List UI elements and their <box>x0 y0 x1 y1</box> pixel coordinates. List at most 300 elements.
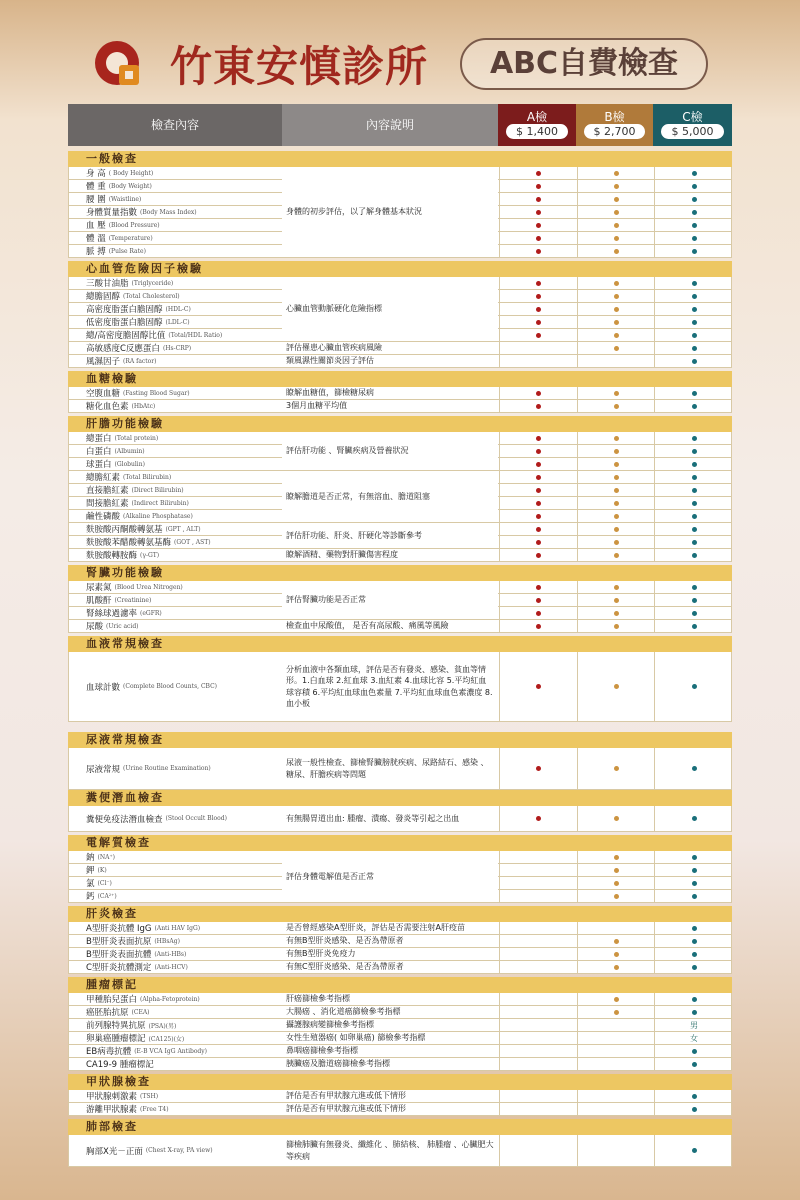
plan-c-cell <box>654 1103 733 1115</box>
item-en: (CA125)(女) <box>148 1035 185 1043</box>
plan-c-cell <box>654 1006 733 1018</box>
included-dot-icon <box>692 436 697 441</box>
included-dot-icon <box>614 281 619 286</box>
included-dot-icon <box>614 624 619 629</box>
plan-b-cell <box>577 206 654 218</box>
item-en: (HbAtc) <box>131 402 156 410</box>
item-zh: 糞便免疫法潛血檢查 <box>86 814 163 825</box>
section-header <box>68 151 732 167</box>
included-dot-icon <box>536 585 541 590</box>
plan-b-cell <box>577 290 654 302</box>
included-dot-icon <box>614 585 619 590</box>
included-dot-icon <box>614 868 619 873</box>
item-name <box>69 471 283 483</box>
included-dot-icon <box>536 624 541 629</box>
plan-c-cell <box>654 877 733 889</box>
item-en: (Triglyceride) <box>131 279 174 287</box>
item-zh: 總膽紅素 <box>86 473 121 483</box>
item-zh: 氯 <box>86 879 95 889</box>
plan-a-cell <box>499 219 577 231</box>
included-dot-icon <box>536 307 541 312</box>
plan-a-cell <box>499 303 577 315</box>
item-name <box>69 167 283 179</box>
item-zh: 白蛋白 <box>86 447 112 457</box>
plan-a-cell <box>499 510 577 522</box>
plan-c-cell <box>654 594 733 606</box>
included-dot-icon <box>536 514 541 519</box>
item-en: (Alpha-Fetoprotein) <box>140 995 200 1003</box>
plan-c-cell <box>654 180 733 192</box>
item-name <box>69 445 283 457</box>
item-zh: 前列腺特異抗原 <box>86 1021 146 1031</box>
item-description: 評估罹患心臟血管疾病風險 <box>282 342 498 355</box>
plan-b-cell <box>577 510 654 522</box>
included-dot-icon <box>614 1010 619 1015</box>
section-title: 甲狀腺檢查 <box>86 1075 151 1088</box>
item-zh: C型肝炎抗體測定 <box>86 963 152 973</box>
plan-c-cell <box>654 316 733 328</box>
item-en: (GPT , ALT) <box>165 525 201 533</box>
item-en: (Total Bilirubin) <box>123 473 172 481</box>
item-zh: EB病毒抗體 <box>86 1047 132 1057</box>
gender-mark: 男 <box>690 1020 698 1030</box>
item-name <box>69 277 283 289</box>
included-dot-icon <box>614 488 619 493</box>
item-name <box>69 355 283 367</box>
plan-b-cell <box>577 620 654 632</box>
included-dot-icon <box>692 281 697 286</box>
plan-c-cell <box>654 355 733 367</box>
included-dot-icon <box>614 171 619 176</box>
plan-b-cell <box>577 1135 654 1166</box>
plan-a-cell <box>499 1090 577 1102</box>
gender-mark: 女 <box>690 1033 698 1043</box>
plan-c-cell <box>654 1045 733 1057</box>
included-dot-icon <box>614 320 619 325</box>
item-en: (Anti HAV IgG) <box>154 924 201 932</box>
item-en: (Stool Occult Blood) <box>165 815 227 822</box>
included-dot-icon <box>536 527 541 532</box>
item-en: (GOT , AST) <box>174 538 211 546</box>
section-header <box>68 835 732 851</box>
plan-a-cell <box>499 935 577 947</box>
item-description: 檢查血中尿酸值， 是否有高尿酸、痛風等風險 <box>282 620 498 633</box>
item-zh: 高敏感度C反應蛋白 <box>86 344 160 354</box>
item-en: (Indirect Bilirubin) <box>131 499 189 507</box>
section-header <box>68 371 732 387</box>
included-dot-icon <box>614 307 619 312</box>
plan-b-cell <box>577 652 654 721</box>
item-en: (Cl⁻) <box>97 879 112 887</box>
item-zh: 血 壓 <box>86 221 106 231</box>
plan-b-cell <box>577 549 654 561</box>
included-dot-icon <box>614 249 619 254</box>
plan-b-cell <box>577 935 654 947</box>
section-title: 一般檢查 <box>86 152 138 165</box>
item-en: (Anti-HCV) <box>154 963 188 971</box>
included-dot-icon <box>614 611 619 616</box>
item-zh: 癌胚胎抗原 <box>86 1008 129 1018</box>
included-dot-icon <box>536 184 541 189</box>
item-zh: 風濕因子 <box>86 357 121 367</box>
included-dot-icon <box>536 320 541 325</box>
included-dot-icon <box>692 952 697 957</box>
plan-b-cell <box>577 432 654 444</box>
included-dot-icon <box>692 611 697 616</box>
item-name <box>69 1135 283 1166</box>
plan-a-cell <box>499 864 577 876</box>
plan-a-cell <box>499 890 577 902</box>
plan-b-price: $ 2,700 <box>584 124 645 139</box>
col-desc-label: 內容說明 <box>365 118 414 132</box>
included-dot-icon <box>692 171 697 176</box>
item-en: (eGFR) <box>140 609 162 617</box>
included-dot-icon <box>692 184 697 189</box>
plan-c-cell <box>654 581 733 593</box>
item-description: 評估是否有甲狀腺亢進或低下情形 <box>282 1103 498 1116</box>
plan-a-cell <box>499 180 577 192</box>
plan-c-cell <box>654 458 733 470</box>
item-name <box>69 993 283 1005</box>
section-header <box>68 636 732 652</box>
plan-c-cell <box>654 342 733 354</box>
plan-c-cell <box>654 484 733 496</box>
section-title: 肝炎檢查 <box>86 907 138 920</box>
item-name <box>69 523 283 535</box>
item-name <box>69 1090 283 1102</box>
plan-b-cell <box>577 219 654 231</box>
plan-b-cell <box>577 1058 654 1070</box>
item-description: 3個月血糖平均值 <box>282 400 498 413</box>
item-description: 有無B型肝炎感染、是否為帶原者 <box>282 935 498 948</box>
item-description: 類風濕性關節炎因子評估 <box>282 355 498 368</box>
item-description: 瞭解酒精、藥物對肝臟傷害程度 <box>282 549 498 562</box>
plan-b-cell <box>577 1045 654 1057</box>
plan-a-cell <box>499 620 577 632</box>
included-dot-icon <box>614 462 619 467</box>
item-name <box>69 245 283 257</box>
item-en: (Anti-HBs) <box>154 950 187 958</box>
included-dot-icon <box>536 598 541 603</box>
included-dot-icon <box>536 488 541 493</box>
item-zh: 卵巢癌腫瘤標記 <box>86 1034 146 1044</box>
included-dot-icon <box>692 210 697 215</box>
section-title: 腫瘤標記 <box>86 978 138 991</box>
included-dot-icon <box>536 197 541 202</box>
item-zh: 空腹血糖 <box>86 389 121 399</box>
plan-a-cell <box>499 471 577 483</box>
included-dot-icon <box>614 436 619 441</box>
plan-b-cell <box>577 277 654 289</box>
included-dot-icon <box>536 210 541 215</box>
plan-b-cell <box>577 1019 654 1031</box>
plan-a-price: $ 1,400 <box>506 124 568 139</box>
item-en: (Temperature) <box>108 234 153 242</box>
included-dot-icon <box>536 766 541 771</box>
plan-b-cell <box>577 329 654 341</box>
item-description: 大腸癌 、消化道癌篩檢參考指標 <box>282 1006 498 1019</box>
item-name <box>69 342 283 354</box>
included-dot-icon <box>614 939 619 944</box>
plan-a-cell <box>499 290 577 302</box>
item-description: 瞭解膽道是否正常，有無溶血、膽道阻塞 <box>282 471 498 523</box>
plan-a-cell <box>499 594 577 606</box>
plan-a-cell <box>499 245 577 257</box>
item-name <box>69 806 283 831</box>
item-en: (Waistline) <box>108 195 142 203</box>
included-dot-icon <box>692 553 697 558</box>
col-header-a <box>498 104 576 146</box>
plan-b-cell <box>577 497 654 509</box>
included-dot-icon <box>614 210 619 215</box>
plan-c-cell <box>654 245 733 257</box>
section-header <box>68 906 732 922</box>
plan-c-cell <box>654 400 733 412</box>
plan-a-cell <box>499 806 577 831</box>
included-dot-icon <box>692 598 697 603</box>
included-dot-icon <box>536 501 541 506</box>
plan-c-cell <box>654 961 733 973</box>
item-description: 是否曾經感染A型肝炎，評估是否需要注射A肝疫苗 <box>282 922 498 935</box>
item-zh: 鈉 <box>86 853 95 863</box>
item-description: 篩檢肺臟有無發炎、纖維化 、肺結核、 肺腫瘤 、心臟肥大等疾病 <box>282 1135 498 1167</box>
plan-c-cell <box>654 993 733 1005</box>
item-name <box>69 607 283 619</box>
included-dot-icon <box>692 868 697 873</box>
plan-a-cell <box>499 316 577 328</box>
item-en: (Body Weight) <box>108 182 152 190</box>
included-dot-icon <box>614 236 619 241</box>
plan-a-cell <box>499 445 577 457</box>
item-en: (Pulse Rate) <box>108 247 146 255</box>
item-en: (Urine Routine Examination) <box>123 765 211 772</box>
plan-c-cell <box>654 510 733 522</box>
plan-b-cell <box>577 523 654 535</box>
included-dot-icon <box>692 1148 697 1153</box>
section-title: 血糖檢驗 <box>86 372 138 385</box>
plan-c-cell <box>654 232 733 244</box>
plan-b-cell <box>577 484 654 496</box>
plan-b-cell <box>577 193 654 205</box>
included-dot-icon <box>614 184 619 189</box>
item-en: (NA⁺) <box>97 853 115 861</box>
item-zh: CA19-9 腫瘤標記 <box>86 1060 154 1070</box>
item-zh: 體 重 <box>86 182 106 192</box>
plan-a-cell <box>499 1032 577 1044</box>
plan-a-cell <box>499 948 577 960</box>
item-zh: 甲狀腺刺激素 <box>86 1092 138 1102</box>
section-header <box>68 790 732 806</box>
section-title: 心血管危險因子檢驗 <box>86 262 203 275</box>
item-name <box>69 851 283 863</box>
section-title: 糞便潛血檢查 <box>86 791 164 804</box>
included-dot-icon <box>536 333 541 338</box>
item-name <box>69 948 283 960</box>
plan-a-cell <box>499 1045 577 1057</box>
clinic-name: 竹東安慎診所 <box>170 42 429 91</box>
included-dot-icon <box>692 585 697 590</box>
plan-a-cell <box>499 536 577 548</box>
item-zh: 游離甲狀腺素 <box>86 1105 138 1115</box>
item-name <box>69 1058 283 1070</box>
included-dot-icon <box>614 965 619 970</box>
included-dot-icon <box>692 1062 697 1067</box>
included-dot-icon <box>614 514 619 519</box>
item-en: (HBsAg) <box>154 937 180 945</box>
plan-a-cell <box>499 922 577 934</box>
item-zh: 間接膽紅素 <box>86 499 129 509</box>
item-name <box>69 232 283 244</box>
item-description: 評估身體電解值是否正常 <box>282 851 498 903</box>
plan-b-cell <box>577 445 654 457</box>
item-description: 鼻咽癌篩檢參考指標 <box>282 1045 498 1058</box>
plan-b-cell <box>577 387 654 399</box>
plan-b-cell <box>577 877 654 889</box>
package-badge: ABC自費檢查 <box>460 38 708 90</box>
item-zh: 球蛋白 <box>86 460 112 470</box>
item-zh: B型肝炎表面抗體 <box>86 950 152 960</box>
plan-c-cell <box>654 607 733 619</box>
included-dot-icon <box>614 475 619 480</box>
plan-a-cell <box>499 652 577 721</box>
plan-b-cell <box>577 748 654 789</box>
item-zh: 體 溫 <box>86 234 106 244</box>
included-dot-icon <box>614 881 619 886</box>
included-dot-icon <box>536 449 541 454</box>
plan-c-cell <box>654 432 733 444</box>
plan-a-cell <box>499 581 577 593</box>
section-header <box>68 1074 732 1090</box>
included-dot-icon <box>536 540 541 545</box>
item-en: (PSA)(男) <box>148 1022 177 1030</box>
item-en: (Creatinine) <box>114 596 152 604</box>
included-dot-icon <box>614 527 619 532</box>
plan-a-cell <box>499 277 577 289</box>
item-name <box>69 219 283 231</box>
item-name <box>69 864 283 876</box>
plan-b-name: B檢 <box>604 110 625 124</box>
item-en: (Globulin) <box>114 460 145 468</box>
plan-c-cell <box>654 1090 733 1102</box>
included-dot-icon <box>692 1010 697 1015</box>
item-en: (Direct Bilirubin) <box>131 486 184 494</box>
item-zh: 胸部X光－正面 <box>86 1146 143 1157</box>
plan-c-cell <box>654 497 733 509</box>
item-en: (CA²⁺) <box>97 892 117 900</box>
plan-c-cell <box>654 536 733 548</box>
plan-b-cell <box>577 355 654 367</box>
item-description: 評估肝功能、肝炎、肝硬化等診斷參考 <box>282 523 498 549</box>
included-dot-icon <box>536 249 541 254</box>
item-zh: 麩胺酸丙酮酸轉氨基 <box>86 525 163 535</box>
item-en: (Albumin) <box>114 447 145 455</box>
plan-c-name: C檢 <box>682 110 703 124</box>
section-title: 腎臟功能檢驗 <box>86 566 164 579</box>
item-zh: 直接膽紅素 <box>86 486 129 496</box>
included-dot-icon <box>692 1094 697 1099</box>
item-name <box>69 1045 283 1057</box>
included-dot-icon <box>614 346 619 351</box>
plan-a-cell <box>499 993 577 1005</box>
item-name <box>69 1019 283 1031</box>
item-en: (Alkaline Phosphatase) <box>123 512 193 520</box>
included-dot-icon <box>614 553 619 558</box>
section-header <box>68 977 732 993</box>
plan-a-cell <box>499 484 577 496</box>
plan-a-cell <box>499 1103 577 1115</box>
plan-b-cell <box>577 458 654 470</box>
included-dot-icon <box>692 939 697 944</box>
item-en: (γ-GT) <box>140 551 160 559</box>
item-name <box>69 510 283 522</box>
plan-a-cell <box>499 232 577 244</box>
included-dot-icon <box>614 501 619 506</box>
included-dot-icon <box>614 684 619 689</box>
plan-c-cell <box>654 206 733 218</box>
included-dot-icon <box>692 249 697 254</box>
item-name <box>69 536 283 548</box>
plan-c-cell <box>654 329 733 341</box>
item-zh: 甲種胎兒蛋白 <box>86 995 138 1005</box>
item-description: 有無B型肝炎免疫力 <box>282 948 498 961</box>
plan-c-cell <box>654 890 733 902</box>
plan-b-cell <box>577 581 654 593</box>
plan-a-cell <box>499 607 577 619</box>
item-zh: 鹼性磷酸 <box>86 512 121 522</box>
item-description: 評估肝功能 、腎臟疾病及營養狀況 <box>282 432 498 471</box>
plan-c-cell <box>654 922 733 934</box>
clinic-logo-icon <box>92 38 146 92</box>
included-dot-icon <box>536 391 541 396</box>
included-dot-icon <box>536 223 541 228</box>
item-zh: 鈣 <box>86 892 95 902</box>
plan-a-cell <box>499 167 577 179</box>
plan-a-cell <box>499 748 577 789</box>
included-dot-icon <box>692 684 697 689</box>
plan-b-cell <box>577 232 654 244</box>
plan-c-cell <box>654 277 733 289</box>
item-en: (HDL-C) <box>165 305 191 313</box>
plan-b-cell <box>577 1006 654 1018</box>
item-description: 有無C型肝炎感染、是否為帶原者 <box>282 961 498 974</box>
included-dot-icon <box>536 404 541 409</box>
checkup-table <box>68 104 732 1176</box>
plan-b-cell <box>577 536 654 548</box>
item-zh: 低密度脂蛋白膽固醇 <box>86 318 163 328</box>
included-dot-icon <box>614 449 619 454</box>
item-en: (RA factor) <box>123 357 157 365</box>
item-en: (Hs-CRP) <box>162 344 192 352</box>
item-description: 有無腸胃道出血: 腫瘤、潰瘍、發炎等引起之出血 <box>282 806 498 832</box>
included-dot-icon <box>692 965 697 970</box>
included-dot-icon <box>614 855 619 860</box>
item-name <box>69 890 283 902</box>
item-zh: 高密度脂蛋白膽固醇 <box>86 305 163 315</box>
item-description: 瞭解血糖值，篩檢糖尿病 <box>282 387 498 400</box>
plan-c-cell <box>654 1135 733 1166</box>
included-dot-icon <box>614 894 619 899</box>
plan-c-cell <box>654 948 733 960</box>
plan-b-cell <box>577 245 654 257</box>
included-dot-icon <box>614 997 619 1002</box>
plan-b-cell <box>577 167 654 179</box>
plan-a-cell <box>499 497 577 509</box>
included-dot-icon <box>692 462 697 467</box>
item-en: (Complete Blood Counts, CBC) <box>123 683 218 690</box>
included-dot-icon <box>692 997 697 1002</box>
included-dot-icon <box>536 171 541 176</box>
plan-b-cell <box>577 594 654 606</box>
